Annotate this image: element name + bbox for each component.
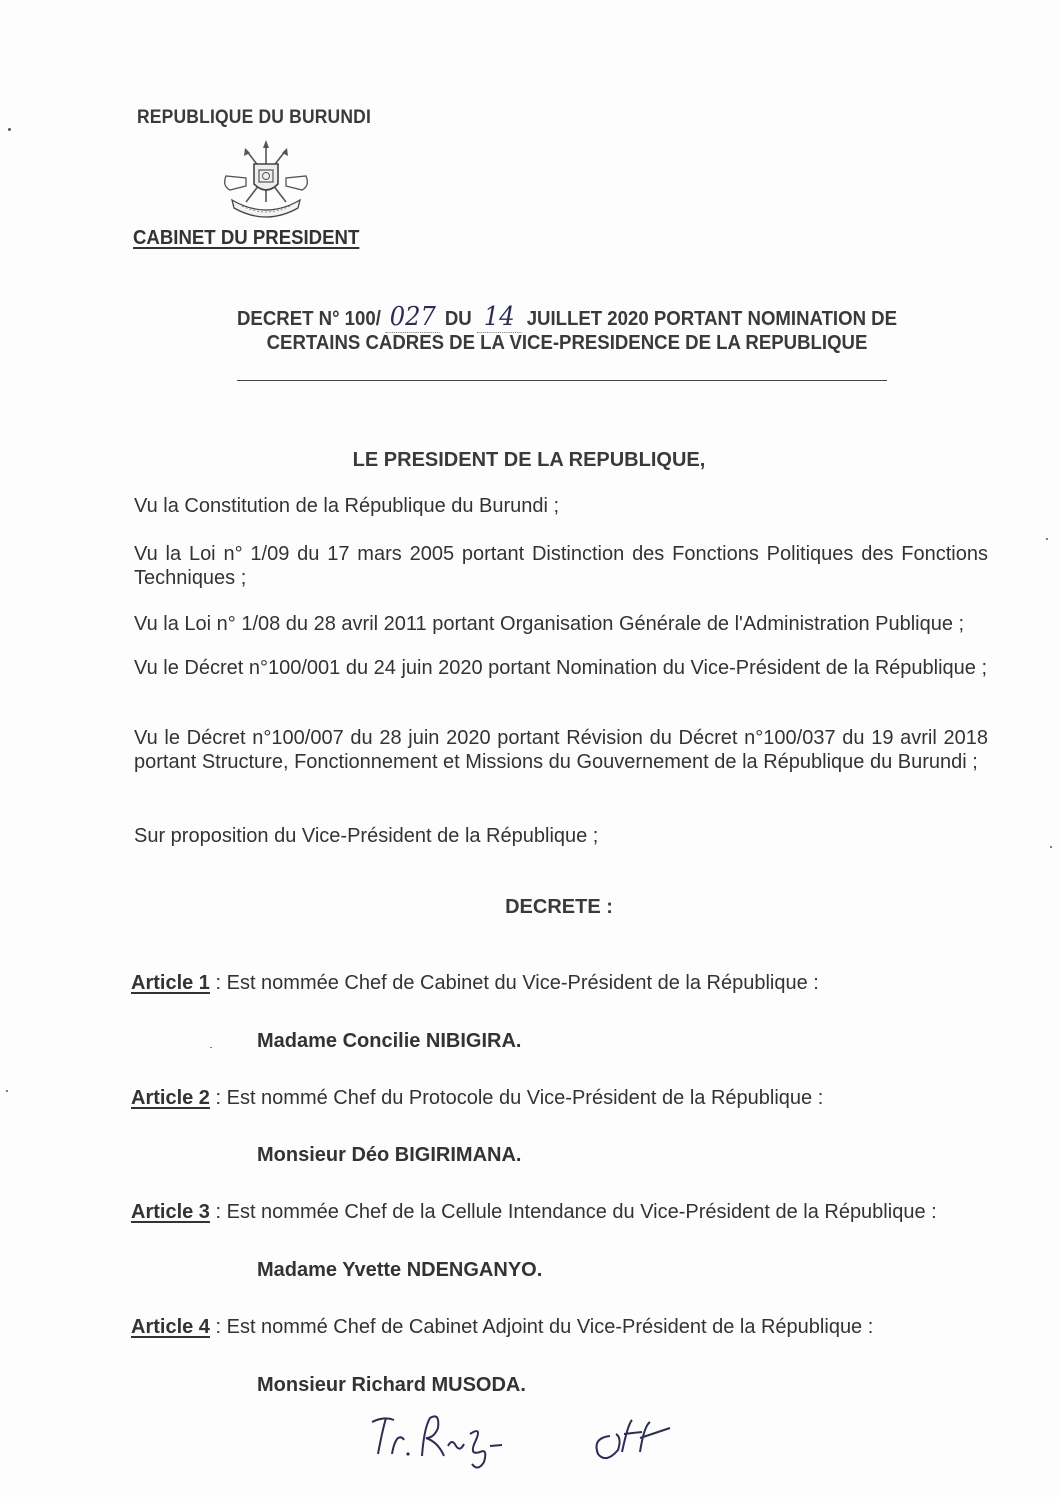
coat-of-arms-icon bbox=[216, 140, 316, 222]
handwritten-initials bbox=[360, 1398, 720, 1478]
article-3-nominee: Madame Yvette NDENGANYO. bbox=[257, 1259, 543, 1281]
consideration-item: Vu la Loi n° 1/08 du 28 avril 2011 portant Organisation Générale de l'Administration Publique ; bbox=[134, 613, 965, 635]
authority-heading: LE PRESIDENT DE LA REPUBLIQUE, bbox=[352, 449, 706, 471]
decree-day-handwritten: 14 bbox=[477, 302, 522, 333]
decrees-heading: DECRETE : bbox=[505, 896, 613, 918]
decree-title-line-1 bbox=[133, 302, 1002, 333]
article-2 bbox=[131, 1087, 1011, 1110]
consideration-item: Sur proposition du Vice-Président de la République ; bbox=[134, 825, 599, 847]
article-label: Article 2 bbox=[131, 1087, 210, 1109]
article-4-nominee: Monsieur Richard MUSODA. bbox=[257, 1374, 526, 1396]
consideration-item: Vu le Décret n°100/007 du 28 juin 2020 portant Révision du Décret n°100/037 du 19 avril 2018 portant Structure, Fonctionnement et Missions du Gouvernement de la République du Burundi ; bbox=[134, 727, 988, 773]
decree-du: DU bbox=[444, 308, 472, 330]
article-text: : Est nommé Chef du Protocole du Vice-Président de la République : bbox=[209, 1087, 824, 1109]
decree-title-line-2: CERTAINS CADRES DE LA VICE-PRESIDENCE DE LA REPUBLIQUE bbox=[266, 332, 868, 354]
article-4 bbox=[131, 1316, 1011, 1339]
article-text: : Est nommée Chef de la Cellule Intendance du Vice-Président de la République : bbox=[209, 1201, 937, 1223]
article-2-nominee: Monsieur Déo BIGIRIMANA. bbox=[257, 1144, 522, 1166]
scan-speck bbox=[1050, 846, 1052, 848]
article-label: Article 3 bbox=[131, 1201, 210, 1223]
consideration-item: Vu la Constitution de la République du Burundi ; bbox=[134, 495, 560, 517]
country-heading: REPUBLIQUE DU BURUNDI bbox=[137, 107, 372, 128]
article-text: : Est nommé Chef de Cabinet Adjoint du Vice-Président de la République : bbox=[209, 1316, 874, 1338]
consideration-item: Vu la Loi n° 1/09 du 17 mars 2005 portant Distinction des Fonctions Politiques des Fonctions Techniques ; bbox=[134, 543, 988, 589]
article-label: Article 1 bbox=[131, 972, 210, 994]
article-1-nominee: Madame Concilie NIBIGIRA. bbox=[257, 1030, 522, 1052]
decree-prefix: DECRET N° 100/ bbox=[236, 308, 381, 330]
article-label: Article 4 bbox=[131, 1316, 210, 1338]
office-heading: CABINET DU PRESIDENT bbox=[133, 227, 360, 249]
decree-number-handwritten: 027 bbox=[386, 302, 440, 333]
title-divider bbox=[237, 380, 887, 381]
decree-title-rest: JUILLET 2020 PORTANT NOMINATION DE bbox=[526, 308, 898, 330]
consideration-item: Vu le Décret n°100/001 du 24 juin 2020 portant Nomination du Vice-Président de la République ; bbox=[134, 657, 988, 679]
article-3 bbox=[131, 1201, 1011, 1224]
scan-speck bbox=[6, 1090, 8, 1092]
article-text: : Est nommée Chef de Cabinet du Vice-Président de la République : bbox=[209, 972, 819, 994]
scan-speck bbox=[210, 1047, 212, 1048]
article-1 bbox=[131, 972, 1011, 995]
scan-speck bbox=[1046, 538, 1048, 540]
scan-speck bbox=[8, 128, 11, 131]
